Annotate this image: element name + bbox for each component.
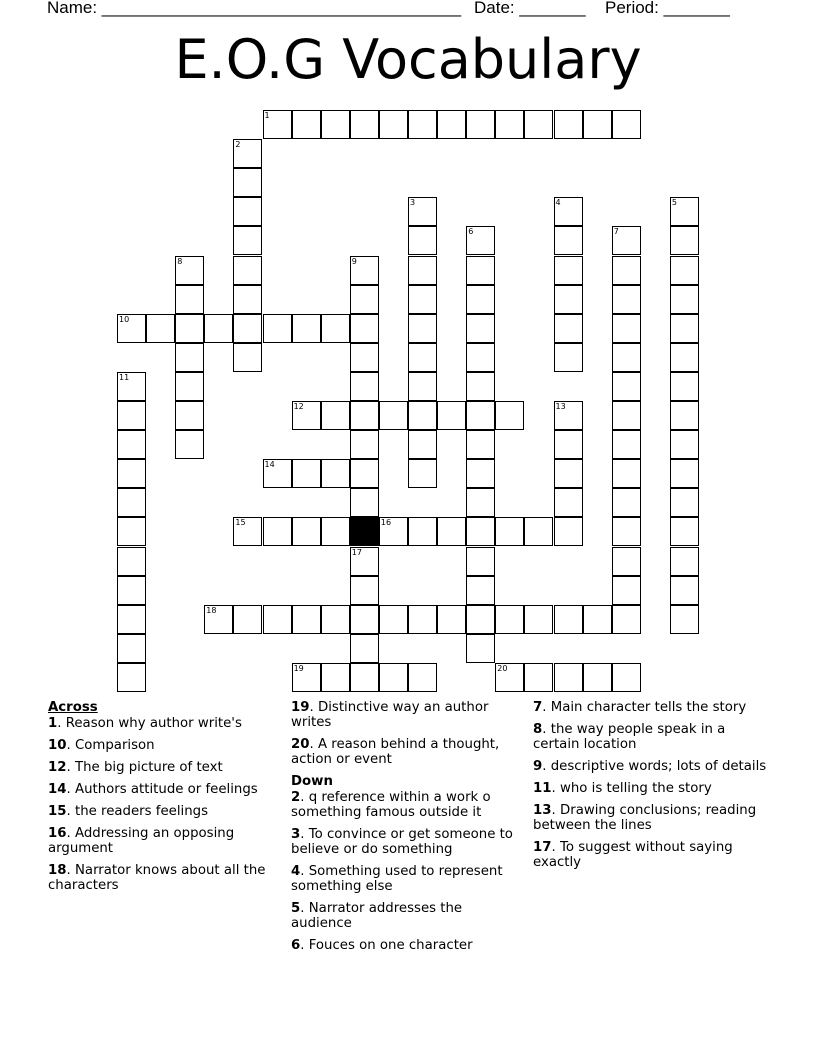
cell-number: 20 <box>497 663 508 673</box>
clue-number: 13 <box>533 803 552 818</box>
crossword-cell[interactable] <box>350 663 379 692</box>
crossword-cell[interactable] <box>554 459 583 488</box>
crossword-cell[interactable] <box>466 605 495 634</box>
clue-20: 20. A reason behind a thought, action or event <box>291 737 500 767</box>
clue-2: 2. q reference within a work o something famous outside it <box>291 790 491 820</box>
clue-13: 13. Drawing conclusions; reading between the lines <box>533 803 757 833</box>
crossword-cell[interactable] <box>524 110 553 139</box>
crossword-cell[interactable] <box>233 226 262 255</box>
crossword-cell[interactable] <box>263 605 292 634</box>
crossword-cell[interactable] <box>612 343 641 372</box>
crossword-cell[interactable] <box>321 314 350 343</box>
crossword-cell[interactable] <box>670 605 699 634</box>
crossword-cell[interactable] <box>263 517 292 546</box>
crossword-cell[interactable] <box>670 576 699 605</box>
crossword-cell[interactable] <box>117 634 146 663</box>
crossword-cell[interactable] <box>233 343 262 372</box>
crossword-cell[interactable] <box>554 517 583 546</box>
crossword-cell[interactable] <box>495 663 524 692</box>
crossword-cell[interactable] <box>350 459 379 488</box>
crossword-cell[interactable] <box>466 343 495 372</box>
crossword-cell[interactable] <box>670 226 699 255</box>
crossword-cell[interactable] <box>612 226 641 255</box>
cell-number: 16 <box>380 518 392 528</box>
crossword-cell[interactable] <box>670 372 699 401</box>
clue-text: q reference within a work o something famous outside it <box>291 790 491 820</box>
clue-number: 15 <box>48 804 67 819</box>
clue-number: 17 <box>533 840 552 855</box>
clue-9: 9. descriptive words; lots of details <box>533 759 767 774</box>
clue-text: Narrator knows about all the characters <box>48 863 266 893</box>
cell-number: 6 <box>468 227 474 237</box>
crossword-cell[interactable] <box>612 547 641 576</box>
crossword-cell[interactable] <box>321 517 350 546</box>
crossword-cell[interactable] <box>437 605 466 634</box>
clue-text: the way people speak in a certain location <box>533 722 726 752</box>
crossword-cell[interactable] <box>437 110 466 139</box>
crossword-cell[interactable] <box>466 488 495 517</box>
crossword-cell[interactable] <box>466 256 495 285</box>
crossword-cell[interactable] <box>379 517 408 546</box>
crossword-cell[interactable] <box>524 605 553 634</box>
crossword-cell[interactable] <box>175 343 204 372</box>
crossword-cell[interactable] <box>466 372 495 401</box>
crossword-cell[interactable] <box>292 459 321 488</box>
cell-number: 10 <box>119 314 130 324</box>
clue-text: Something used to represent something else <box>291 864 503 894</box>
down-heading: Down <box>291 774 333 789</box>
crossword-cell[interactable] <box>408 663 437 692</box>
crossword-cell[interactable] <box>612 285 641 314</box>
crossword-cell[interactable] <box>612 430 641 459</box>
crossword-cell[interactable] <box>204 314 233 343</box>
crossword-cell[interactable] <box>117 401 146 430</box>
crossword-cell[interactable] <box>263 314 292 343</box>
crossword-cell[interactable] <box>233 517 262 546</box>
crossword-cell[interactable] <box>379 401 408 430</box>
black-square <box>350 517 379 546</box>
clue-text: who is telling the story <box>559 781 712 796</box>
crossword-cell[interactable] <box>670 285 699 314</box>
crossword-cell[interactable] <box>408 256 437 285</box>
crossword-cell[interactable] <box>554 314 583 343</box>
clue-10: 10. Comparison <box>48 738 155 753</box>
crossword-cell[interactable] <box>612 110 641 139</box>
crossword-cell[interactable] <box>554 197 583 226</box>
crossword-cell[interactable] <box>175 401 204 430</box>
cell-number: 4 <box>555 198 561 208</box>
clue-18: 18. Narrator knows about all the characters <box>48 863 266 893</box>
clue-text: Reason why author write's <box>65 716 242 731</box>
crossword-cell[interactable] <box>233 139 262 168</box>
crossword-cell[interactable] <box>612 576 641 605</box>
crossword-cell[interactable] <box>524 517 553 546</box>
clue-5: 5. Narrator addresses the audience <box>291 901 463 931</box>
clue-number: 12 <box>48 760 67 775</box>
clue-number: 11 <box>533 781 552 796</box>
cell-number: 13 <box>555 402 566 411</box>
crossword-cell[interactable] <box>466 634 495 663</box>
clue-text: To convince or get someone to believe or do something <box>291 827 513 857</box>
clue-text: A reason behind a thought, action or event <box>291 737 500 767</box>
clue-15: 15. the readers feelings <box>48 804 209 819</box>
crossword-cell[interactable] <box>175 256 204 285</box>
crossword-cell[interactable] <box>321 110 350 139</box>
crossword-cell[interactable] <box>554 256 583 285</box>
crossword-cell[interactable] <box>408 110 437 139</box>
crossword-cell[interactable] <box>612 372 641 401</box>
crossword-cell[interactable] <box>233 168 262 197</box>
crossword-cell[interactable] <box>292 663 321 692</box>
clue-number: 9 <box>533 759 543 774</box>
clue-text: To suggest without saying exactly <box>533 840 733 870</box>
crossword-cell[interactable] <box>350 634 379 663</box>
crossword-cell[interactable] <box>292 517 321 546</box>
crossword-cell[interactable] <box>466 430 495 459</box>
crossword-cell[interactable] <box>466 576 495 605</box>
crossword-cell[interactable] <box>263 110 292 139</box>
crossword-cell[interactable] <box>612 663 641 692</box>
clue-number: 20 <box>291 737 310 752</box>
crossword-cell[interactable] <box>612 517 641 546</box>
crossword-cell[interactable] <box>350 488 379 517</box>
crossword-cell[interactable] <box>117 430 146 459</box>
clue-8: 8. the way people speak in a certain location <box>533 722 726 752</box>
crossword-cell[interactable] <box>466 314 495 343</box>
crossword-cell[interactable] <box>117 663 146 692</box>
crossword-cell[interactable] <box>554 605 583 634</box>
crossword-cell[interactable] <box>583 663 612 692</box>
crossword-cell[interactable] <box>466 517 495 546</box>
crossword-cell[interactable] <box>350 285 379 314</box>
clue-6: 6. Fouces on one character <box>291 938 473 953</box>
crossword-cell[interactable] <box>117 517 146 546</box>
crossword-cell[interactable] <box>466 110 495 139</box>
crossword-cell[interactable] <box>466 285 495 314</box>
crossword-cell[interactable] <box>350 343 379 372</box>
cell-number: 7 <box>613 227 619 237</box>
crossword-cell[interactable] <box>583 110 612 139</box>
clue-number: 18 <box>48 863 67 878</box>
clue-number: 6 <box>291 938 301 953</box>
cell-number: 11 <box>119 372 130 382</box>
crossword-cell[interactable] <box>292 605 321 634</box>
cell-number: 2 <box>235 140 241 150</box>
crossword-cell[interactable] <box>321 605 350 634</box>
clue-14: 14. Authors attitude or feelings <box>48 782 258 797</box>
crossword-cell[interactable] <box>233 314 262 343</box>
crossword-cell[interactable] <box>350 256 379 285</box>
crossword-cell[interactable] <box>117 605 146 634</box>
crossword-cell[interactable] <box>466 547 495 576</box>
crossword-cell[interactable] <box>612 256 641 285</box>
crossword-cell[interactable] <box>408 343 437 372</box>
crossword-cell[interactable] <box>263 459 292 488</box>
crossword-cell[interactable] <box>350 401 379 430</box>
crossword-cell[interactable] <box>175 430 204 459</box>
clue-3: 3. To convince or get someone to believe or do something <box>291 827 513 857</box>
crossword-cell[interactable] <box>670 401 699 430</box>
cell-number: 9 <box>351 256 357 266</box>
crossword-cell[interactable] <box>437 401 466 430</box>
crossword-cell[interactable] <box>670 547 699 576</box>
crossword-cell[interactable] <box>233 197 262 226</box>
clue-text: The big picture of text <box>74 760 223 775</box>
cell-number: 17 <box>351 547 362 557</box>
crossword-cell[interactable] <box>350 576 379 605</box>
cell-number: 5 <box>671 198 677 208</box>
crossword-cell[interactable] <box>524 663 553 692</box>
clue-number: 8 <box>533 722 543 737</box>
crossword-cell[interactable] <box>554 663 583 692</box>
clue-number: 3 <box>291 827 301 842</box>
crossword-cell[interactable] <box>117 576 146 605</box>
clue-number: 5 <box>291 901 301 916</box>
crossword-cell[interactable] <box>495 605 524 634</box>
cell-number: 12 <box>293 402 304 411</box>
crossword-cell[interactable] <box>408 459 437 488</box>
crossword-cell[interactable] <box>321 401 350 430</box>
name-field-label: Name: ______________________________________ <box>47 0 462 17</box>
crossword-cell[interactable] <box>350 372 379 401</box>
crossword-cell[interactable] <box>437 517 466 546</box>
cell-number: 19 <box>293 663 304 673</box>
cell-number: 15 <box>235 518 246 528</box>
crossword-cell[interactable] <box>175 314 204 343</box>
crossword-cell[interactable] <box>321 663 350 692</box>
clue-4: 4. Something used to represent something else <box>291 864 503 894</box>
crossword-cell[interactable] <box>350 430 379 459</box>
cell-number: 3 <box>410 198 416 208</box>
crossword-cell[interactable] <box>408 372 437 401</box>
crossword-cell[interactable] <box>117 547 146 576</box>
crossword-cell[interactable] <box>350 110 379 139</box>
crossword-cell[interactable] <box>554 285 583 314</box>
crossword-cell[interactable] <box>379 663 408 692</box>
crossword-cell[interactable] <box>175 372 204 401</box>
crossword-cell[interactable] <box>408 430 437 459</box>
crossword-cell[interactable] <box>670 459 699 488</box>
clue-text: Drawing conclusions; reading between the lines <box>533 803 757 833</box>
crossword-cell[interactable] <box>292 314 321 343</box>
clue-text: the readers feelings <box>74 804 209 819</box>
clue-text: Addressing an opposing argument <box>48 826 235 856</box>
crossword-cell[interactable] <box>466 459 495 488</box>
crossword-cell[interactable] <box>670 430 699 459</box>
crossword-cell[interactable] <box>117 314 146 343</box>
cell-number: 14 <box>264 460 275 470</box>
crossword-cell[interactable] <box>554 110 583 139</box>
clue-number: 4 <box>291 864 301 879</box>
crossword-cell[interactable] <box>612 605 641 634</box>
cell-number: 18 <box>206 605 217 615</box>
crossword-cell[interactable] <box>670 343 699 372</box>
crossword-cell[interactable] <box>554 343 583 372</box>
crossword-cell[interactable] <box>408 605 437 634</box>
period-field-label: Period: _______ <box>605 0 730 17</box>
cell-number: 8 <box>177 256 183 266</box>
clue-text: Distinctive way an author writes <box>291 700 489 730</box>
clue-number: 14 <box>48 782 67 797</box>
clue-text: Authors attitude or feelings <box>74 782 258 797</box>
crossword-cell[interactable] <box>175 285 204 314</box>
crossword-cell[interactable] <box>350 547 379 576</box>
clue-text: Fouces on one character <box>308 938 473 953</box>
crossword-cell[interactable] <box>670 256 699 285</box>
crossword-cell[interactable] <box>408 401 437 430</box>
clue-12: 12. The big picture of text <box>48 760 223 775</box>
crossword-cell[interactable] <box>408 226 437 255</box>
crossword-cell[interactable] <box>350 605 379 634</box>
crossword-cell[interactable] <box>292 110 321 139</box>
crossword-cell[interactable] <box>350 314 379 343</box>
crossword-cell[interactable] <box>408 197 437 226</box>
crossword-cell[interactable] <box>612 488 641 517</box>
cell-number: 1 <box>264 111 270 120</box>
crossword-cell[interactable] <box>117 488 146 517</box>
clue-number: 7 <box>533 700 543 715</box>
clue-11: 11. who is telling the story <box>533 781 712 796</box>
clue-text: Narrator addresses the audience <box>291 901 463 931</box>
clue-text: Main character tells the story <box>550 700 747 715</box>
crossword-cell[interactable] <box>321 459 350 488</box>
crossword-cell[interactable] <box>408 517 437 546</box>
crossword-cell[interactable] <box>233 285 262 314</box>
crossword-cell[interactable] <box>612 459 641 488</box>
across-heading: Across <box>48 700 98 715</box>
crossword-cell[interactable] <box>670 197 699 226</box>
crossword-cell[interactable] <box>554 430 583 459</box>
date-field-label: Date: _______ <box>474 0 586 17</box>
crossword-cell[interactable] <box>117 459 146 488</box>
clue-16: 16. Addressing an opposing argument <box>48 826 235 856</box>
crossword-cell[interactable] <box>117 372 146 401</box>
crossword-cell[interactable] <box>379 110 408 139</box>
clue-number: 19 <box>291 700 310 715</box>
crossword-cell[interactable] <box>554 488 583 517</box>
crossword-cell[interactable] <box>495 517 524 546</box>
crossword-cell[interactable] <box>554 401 583 430</box>
clue-column-3 <box>533 700 768 877</box>
crossword-cell[interactable] <box>554 226 583 255</box>
crossword-cell[interactable] <box>495 110 524 139</box>
clue-19: 19. Distinctive way an author writes <box>291 700 489 730</box>
crossword-cell[interactable] <box>583 605 612 634</box>
crossword-cell[interactable] <box>612 401 641 430</box>
crossword-cell[interactable] <box>408 285 437 314</box>
crossword-cell[interactable] <box>670 488 699 517</box>
clue-number: 1 <box>48 716 58 731</box>
page-title: E.O.G Vocabulary <box>174 28 642 91</box>
clue-column-2 <box>291 700 526 960</box>
clue-text: descriptive words; lots of details <box>550 759 767 774</box>
clue-column-1 <box>48 700 283 900</box>
clue-text: Comparison <box>74 738 155 753</box>
crossword-cell[interactable] <box>670 517 699 546</box>
clue-17: 17. To suggest without saying exactly <box>533 840 733 870</box>
clue-1: 1. Reason why author write's <box>48 716 242 731</box>
clue-number: 16 <box>48 826 67 841</box>
crossword-cell[interactable] <box>466 226 495 255</box>
crossword-cell[interactable] <box>495 401 524 430</box>
crossword-cell[interactable] <box>670 314 699 343</box>
clue-number: 10 <box>48 738 67 753</box>
crossword-cell[interactable] <box>612 314 641 343</box>
crossword-cell[interactable] <box>204 605 233 634</box>
clue-7: 7. Main character tells the story <box>533 700 747 715</box>
crossword-cell[interactable] <box>146 314 175 343</box>
clue-number: 2 <box>291 790 301 805</box>
crossword-cell[interactable] <box>379 605 408 634</box>
crossword-cell[interactable] <box>408 314 437 343</box>
crossword-cell[interactable] <box>233 605 262 634</box>
crossword-cell[interactable] <box>466 401 495 430</box>
crossword-cell[interactable] <box>233 256 262 285</box>
crossword-cell[interactable] <box>292 401 321 430</box>
